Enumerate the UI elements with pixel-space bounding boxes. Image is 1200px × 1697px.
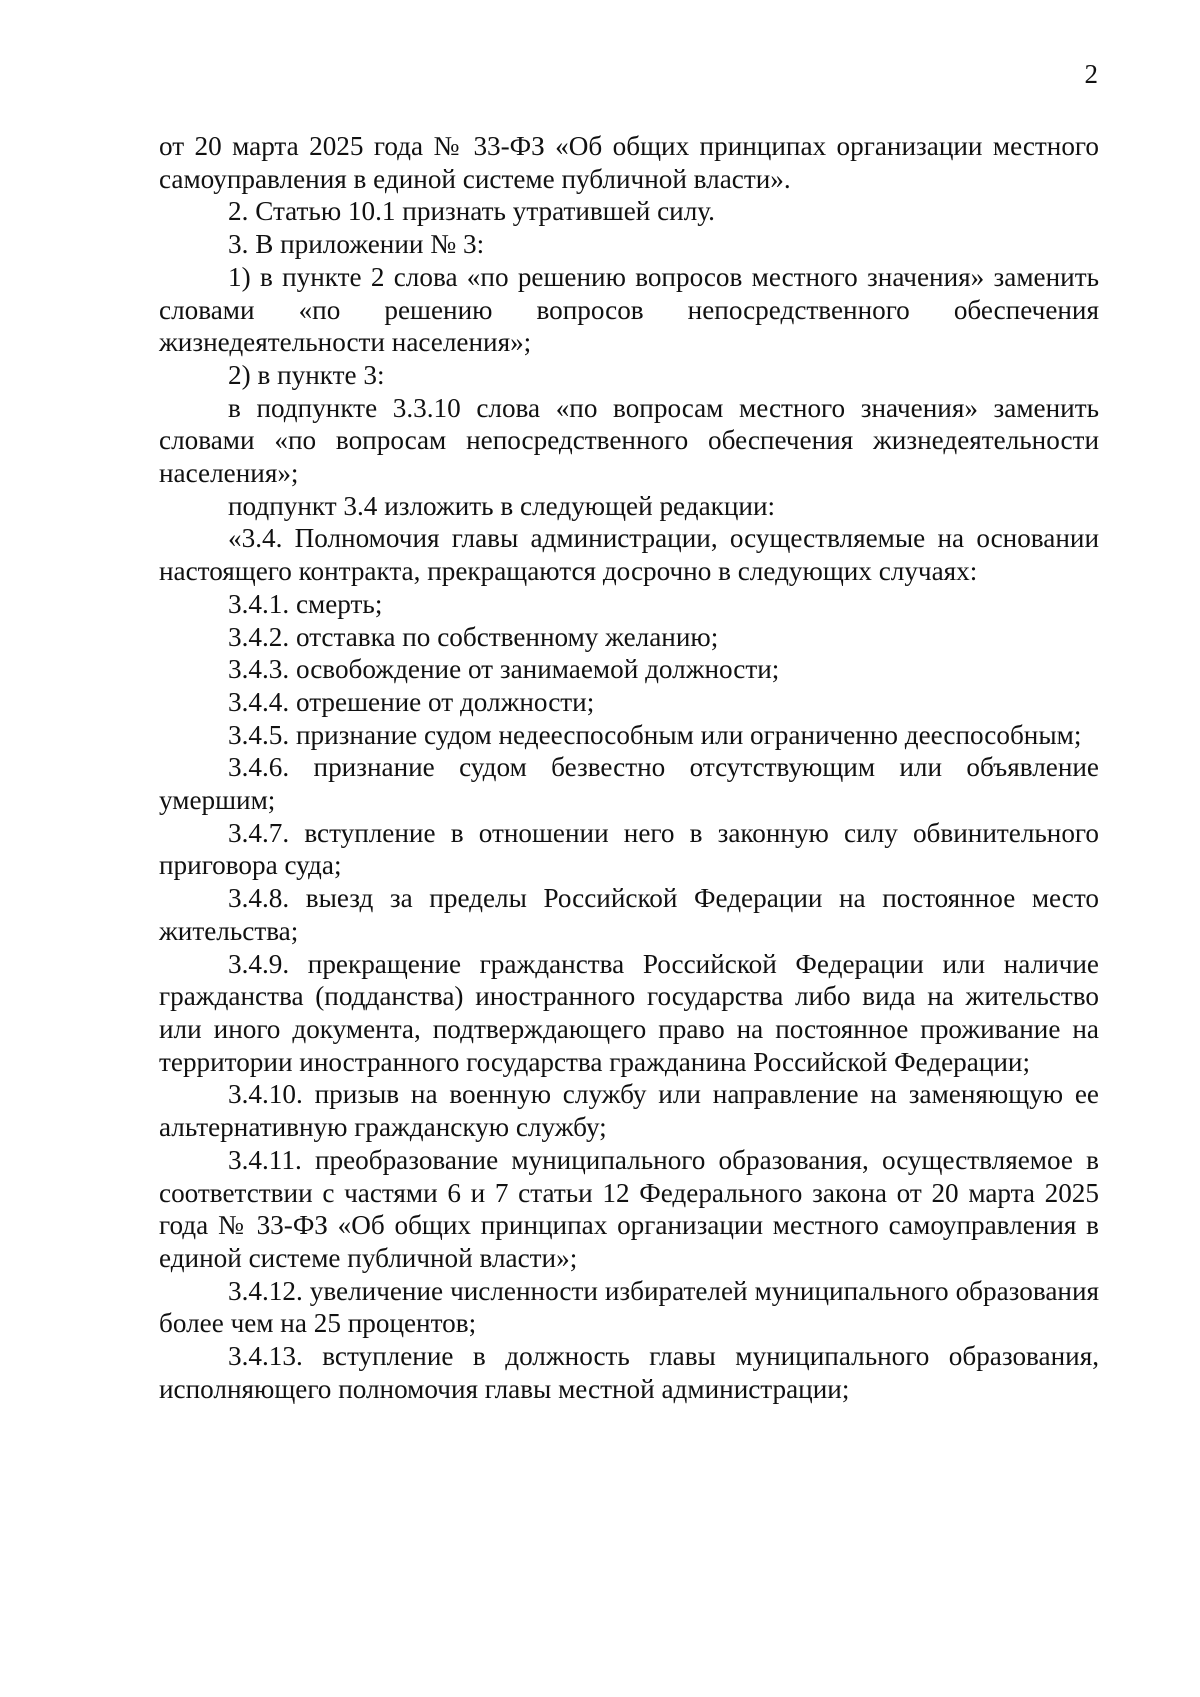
- paragraph-3-4-12: 3.4.12. увеличение численности избирателей муниципального образования более чем на 25 процентов;: [159, 1275, 1099, 1339]
- paragraph-subitem-2: 2) в пункте 3:: [228, 359, 385, 390]
- page-number: 2: [1084, 59, 1098, 89]
- paragraph-3-4-10: 3.4.10. призыв на военную службу или направление на заменяющую ее альтернативную гражданскую службу;: [159, 1079, 1099, 1143]
- paragraph-3-4-1: 3.4.1. смерть;: [228, 588, 383, 619]
- paragraph-continuation: от 20 марта 2025 года № 33-ФЗ «Об общих принципах организации местного самоуправления в единой системе публичной власти».: [159, 131, 1099, 194]
- paragraph-item-2: 2. Статью 10.1 признать утратившей силу.: [228, 196, 715, 227]
- paragraph-3-4-4: 3.4.4. отрешение от должности;: [228, 686, 595, 717]
- paragraph-3-4-9: 3.4.9. прекращение гражданства Российской Федерации или наличие гражданства (подданства) иностранного государства либо вида на жительство или иного документа, подтверждающего право на постоянное проживание на территории иностранного государства гражданина Российской Федерации;: [159, 948, 1099, 1077]
- paragraph-item-3: 3. В приложении № 3:: [228, 229, 485, 260]
- paragraph-subpoint-3-3-10: в подпункте 3.3.10 слова «по вопросам местного значения» заменить словами «по вопросам непосредственного обеспечения жизнедеятельности населения»;: [159, 392, 1099, 489]
- paragraph-3-4-6: 3.4.6. признание судом безвестно отсутствующим или объявление умершим;: [159, 752, 1099, 816]
- paragraph-3-4-13: 3.4.13. вступление в должность главы муниципального образования, исполняющего полномочия главы местной администрации;: [159, 1341, 1099, 1404]
- paragraph-3-4-2: 3.4.2. отставка по собственному желанию;: [228, 621, 719, 652]
- paragraph-subpoint-3-4-intro: подпункт 3.4 изложить в следующей редакции:: [228, 490, 776, 521]
- paragraph-3-4: «3.4. Полномочия главы администрации, осуществляемые на основании настоящего контракта, прекращаются досрочно в следующих случаях:: [159, 523, 1099, 587]
- paragraph-3-4-8: 3.4.8. выезд за пределы Российской Федерации на постоянное место жительства;: [159, 883, 1099, 946]
- paragraph-3-4-5: 3.4.5. признание судом недееспособным или ограниченно дееспособным;: [228, 719, 1082, 750]
- paragraph-3-4-11: 3.4.11. преобразование муниципального образования, осуществляемое в соответствии с частями 6 и 7 статьи 12 Федерального закона от 20 марта 2025 года № 33-ФЗ «Об общих принципах организации местного самоуправления в единой системе публичной власти»;: [159, 1144, 1099, 1273]
- paragraph-3-4-7: 3.4.7. вступление в отношении него в законную силу обвинительного приговора суда;: [159, 817, 1099, 881]
- paragraph-3-4-3: 3.4.3. освобождение от занимаемой должности;: [228, 654, 780, 685]
- document-body: [159, 130, 1099, 1405]
- paragraph-subitem-1: 1) в пункте 2 слова «по решению вопросов местного значения» заменить словами «по решению вопросов непосредственного обеспечения жизнедеятельности населения»;: [159, 261, 1099, 358]
